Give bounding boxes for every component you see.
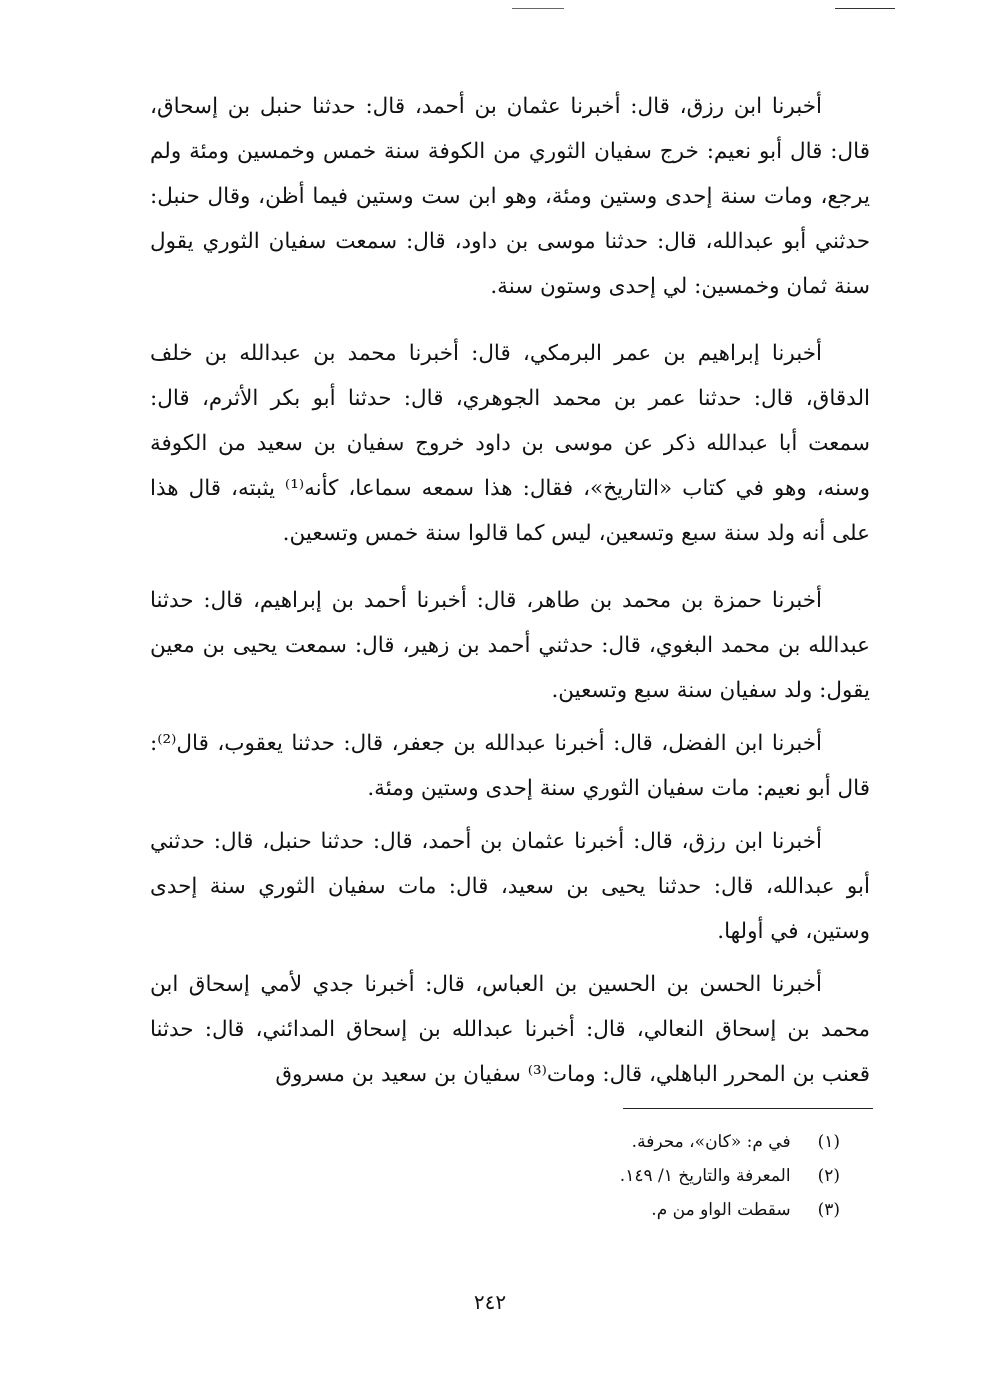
footnote-text: في م: «كان»، محرفة. [631,1132,791,1152]
footnote-1 [500,1125,840,1159]
footnote-text: المعرفة والتاريخ ١/ ١٤٩. [619,1166,791,1186]
footnote-3 [500,1193,840,1227]
footnote-separator [623,1108,873,1109]
footnote-number: (٢) [817,1166,840,1186]
paragraph-5: أخبرنا ابن رزق، قال: أخبرنا عثمان بن أحمد، قال: حدثنا حنبل، قال: حدثني أبو عبدالله، قال: حدثنا يحيى بن سعيد، قال: مات سفيان الثوري سنة إحدى وستين، في أولها. [150,829,870,944]
paragraph-1: أخبرنا ابن رزق، قال: أخبرنا عثمان بن أحمد، قال: حدثنا حنبل بن إسحاق، قال: قال أبو نعيم: خرج سفيان الثوري من الكوفة سنة خمس وخمسين ومئة ولم يرجع، ومات سنة إحدى وستين ومئة، وهو ابن ست وستين فيما أظن، وقال حنبل: حدثني أبو عبدالله، قال: حدثنا موسى بن داود، قال: سمعت سفيان الثوري يقول سنة ثمان وخمسين: لي إحدى وستون سنة. [150,94,870,299]
paragraph-6: أخبرنا الحسن بن الحسين بن العباس، قال: أخبرنا جدي لأمي إسحاق ابن محمد بن إسحاق النعالي، قال: أخبرنا عبدالله بن إسحاق المدائني، قال: حدثنا قعنب بن المحرر الباهلي، قال: ومات⁽³⁾ سفيان بن سعيد بن مسروق [150,972,870,1087]
footnote-text: سقطت الواو من م. [651,1200,791,1220]
paragraph-3: أخبرنا حمزة بن محمد بن طاهر، قال: أخبرنا أحمد بن إبراهيم، قال: حدثنا عبدالله بن محمد البغوي، قال: حدثني أحمد بن زهير، قال: سمعت يحيى بن معين يقول: ولد سفيان سنة سبع وتسعين. [150,588,870,703]
page-body [150,84,870,1119]
top-rule-center [512,8,564,9]
paragraph-2: أخبرنا إبراهيم بن عمر البرمكي، قال: أخبرنا محمد بن عبدالله بن خلف الدقاق، قال: حدثنا عمر بن محمد الجوهري، قال: حدثنا أبو بكر الأثرم، قال: سمعت أبا عبدالله ذكر عن موسى بن داود خروج سفيان بن سعيد من الكوفة وسنه، وهو في كتاب «التاريخ»، فقال: هذا سمعه سماعا، كأنه⁽¹⁾ يثبته، قال هذا على أنه ولد سنة سبع وتسعين، ليس كما قالوا سنة خمس وتسعين. [150,341,870,546]
page-number: ٢٤٢ [473,1290,507,1314]
footnotes [500,1125,840,1227]
paragraph-4: أخبرنا ابن الفضل، قال: أخبرنا عبدالله بن جعفر، قال: حدثنا يعقوب، قال⁽²⁾: قال أبو نعيم: مات سفيان الثوري سنة إحدى وستين ومئة. [150,731,870,801]
top-rule-right [835,8,895,9]
footnote-number: (١) [817,1132,840,1152]
footnote-2 [500,1159,840,1193]
footnote-number: (٣) [817,1200,840,1220]
